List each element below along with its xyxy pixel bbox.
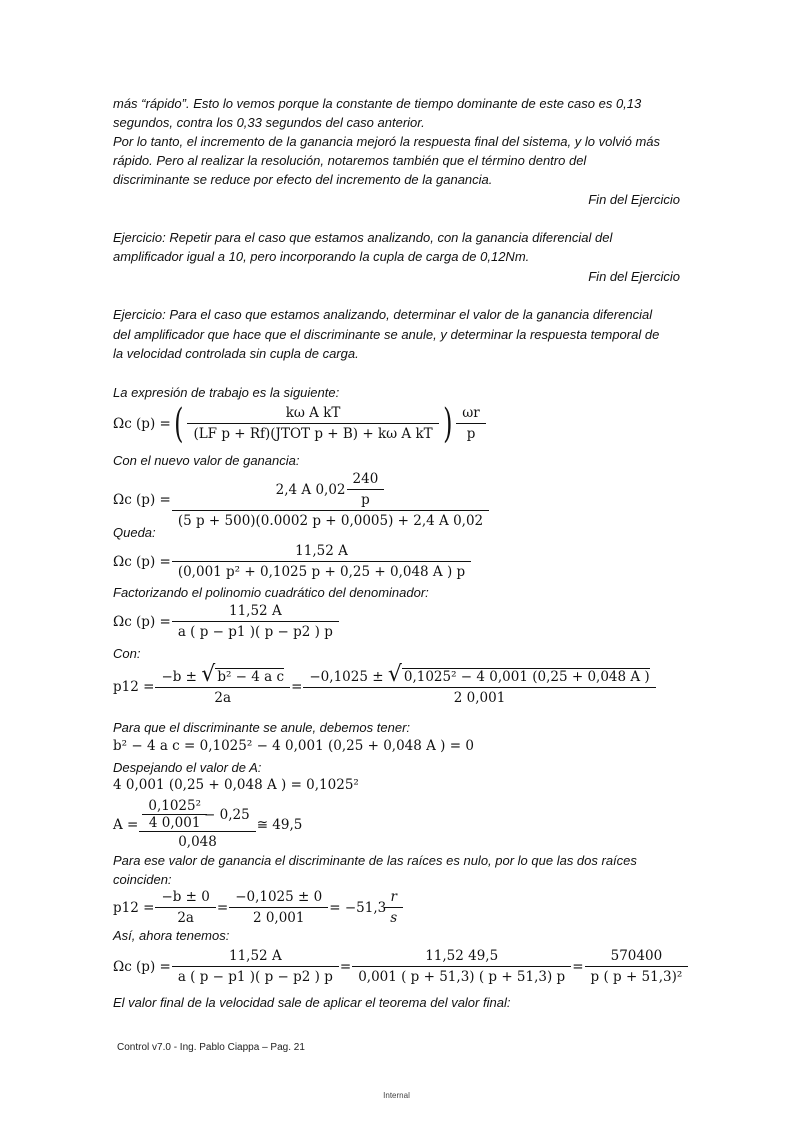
equation-5: [113, 662, 657, 708]
equation-10: [113, 946, 689, 987]
text-line: La expresión de trabajo es la siguiente:: [113, 385, 340, 400]
eq-lhs: Ωc (p) =: [113, 958, 171, 975]
equals: =: [291, 678, 303, 695]
paragraph-line: más “rápido”. Esto lo vemos porque la constante de tiempo dominante de este caso es 0,13: [113, 96, 642, 111]
text-line: Con:: [113, 646, 141, 661]
unit-fraction: [387, 887, 400, 928]
paragraph-line: rápido. Pero al realizar la resolución, notaremos también que el término dentro del: [113, 153, 587, 168]
text-line: Con el nuevo valor de ganancia:: [113, 453, 300, 468]
equation-8: [113, 798, 302, 852]
numerator: [273, 469, 389, 510]
numerator: r: [390, 889, 397, 905]
radicand: b² − 4 a c: [217, 669, 285, 685]
equals: =: [339, 958, 352, 975]
denominator: p: [456, 423, 485, 444]
sqrt-icon: √: [387, 662, 402, 687]
fraction: [142, 798, 252, 852]
denominator: (0,001 p² + 0,1025 p + 0,25 + 0,048 A ) p: [172, 561, 471, 582]
eq-lhs: p12 =: [113, 899, 155, 916]
end-of-exercise: Fin del Ejercicio: [588, 192, 680, 207]
denominator: 2a: [155, 907, 215, 928]
numerator: [306, 662, 652, 687]
denominator: (5 p + 500)(0.0002 p + 0,0005) + 2,4 A 0,02: [172, 510, 489, 531]
numerator: 11,52 A: [295, 543, 348, 559]
fraction: [355, 946, 568, 987]
denominator: p ( p + 51,3)²: [585, 966, 689, 987]
numerator: [158, 662, 287, 687]
numerator: 11,52 A: [229, 603, 282, 619]
fraction: [350, 469, 382, 510]
denominator: 2 0,001: [303, 687, 655, 708]
fraction: [175, 946, 336, 987]
denominator: (LF p + Rf)(JTOT p + B) + kω A kT: [187, 423, 438, 444]
equation-6: [113, 738, 474, 754]
fraction: [175, 469, 486, 531]
text-line: Para que el discriminante se anule, debemos tener:: [113, 720, 411, 735]
numerator-text: − 0,25: [204, 806, 250, 823]
denominator: 2 0,001: [229, 907, 328, 928]
text-line: Así, ahora tenemos:: [113, 928, 230, 943]
denominator: p: [347, 489, 385, 510]
paragraph-line: discriminante se reduce por efecto del incremento de la ganancia.: [113, 172, 493, 187]
numerator: 570400: [610, 948, 663, 964]
eq-lhs: Ωc (p) =: [113, 553, 171, 570]
equation-text: b² − 4 a c = 0,1025² − 4 0,001 (0,25 + 0,048 A ) = 0: [113, 738, 474, 754]
numerator-text: −b ±: [161, 669, 202, 685]
fraction: [175, 541, 468, 582]
exercise-statement: amplificador igual a 10, pero incorporando la cupla de carga de 0,12Nm.: [113, 249, 530, 264]
equals: =: [572, 958, 584, 975]
end-of-exercise: Fin del Ejercicio: [588, 269, 680, 284]
eq-rhs: = −51,3: [329, 899, 387, 916]
text-line: coinciden:: [113, 872, 172, 887]
numerator-text: 2,4 A 0,02: [275, 481, 346, 498]
numerator: 240: [352, 471, 379, 487]
equation-2: [113, 469, 490, 531]
numerator: [142, 798, 252, 831]
numerator-text: −0,1025 ±: [309, 669, 388, 685]
exercise-statement: Ejercicio: Repetir para el caso que estamos analizando, con la ganancia diferencial del: [113, 230, 613, 245]
fraction: [158, 662, 287, 708]
text-line: El valor final de la velocidad sale de aplicar el teorema del valor final:: [113, 995, 511, 1010]
fraction: [175, 601, 336, 642]
page-footer: Control v7.0 - Ing. Pablo Ciappa – Pag. 21: [117, 1042, 305, 1053]
radicand: 0,1025² − 4 0,001 (0,25 + 0,048 A ): [403, 669, 650, 685]
fraction: [232, 887, 325, 928]
fraction: [145, 798, 204, 831]
eq-lhs: p12 =: [113, 678, 155, 695]
text-line: Factorizando el polinomio cuadrático del denominador:: [113, 585, 429, 600]
denominator: 2a: [155, 687, 290, 708]
exercise-statement: Ejercicio: Para el caso que estamos analizando, determinar el valor de la ganancia diferencial: [113, 307, 653, 322]
denominator: 0,048: [139, 831, 255, 852]
eq-lhs: Ωc (p) =: [113, 613, 171, 630]
eq-lhs: Ωc (p) =: [113, 492, 171, 508]
numerator: 11,52 49,5: [425, 948, 499, 964]
paragraph-line: segundos, contra los 0,33 segundos del caso anterior.: [113, 115, 425, 130]
text-line: Despejando el valor de A:: [113, 760, 262, 775]
exercise-statement: la velocidad controlada sin cupla de carga.: [113, 346, 359, 361]
exercise-statement: del amplificador que hace que el discriminante se anule, y determinar la respuesta temporal de: [113, 327, 660, 342]
equation-1: [113, 400, 487, 447]
numerator: ωr: [462, 405, 480, 421]
paren: (: [173, 400, 184, 447]
eq-rhs: ≅ 49,5: [256, 817, 303, 833]
numerator: −0,1025 ± 0: [235, 889, 323, 905]
classification-label: Internal: [383, 1091, 410, 1100]
fraction: [588, 946, 686, 987]
fraction: [306, 662, 652, 708]
paragraph-line: Por lo tanto, el incremento de la ganancia mejoró la respuesta final del sistema, y lo volvió más: [113, 134, 661, 149]
sqrt-icon: √: [201, 662, 216, 687]
denominator: 0,001 ( p + 51,3) ( p + 51,3) p: [352, 966, 571, 987]
fraction: [190, 403, 435, 444]
numerator: 11,52 A: [229, 948, 282, 964]
numerator: −b ± 0: [161, 889, 210, 905]
denominator: s: [384, 907, 403, 928]
paren: ): [442, 400, 453, 447]
denominator: a ( p − p1 )( p − p2 ) p: [172, 966, 339, 987]
text-line: Para ese valor de ganancia el discriminante de las raíces es nulo, por lo que las dos raíces: [113, 853, 637, 868]
fraction: [158, 887, 212, 928]
equation-text: 4 0,001 (0,25 + 0,048 A ) = 0,1025²: [113, 777, 359, 793]
equation-3: [113, 541, 472, 582]
text-line: Queda:: [113, 525, 156, 540]
denominator: a ( p − p1 )( p − p2 ) p: [172, 621, 339, 642]
fraction: [459, 403, 482, 444]
equation-9: [113, 887, 404, 928]
equals: =: [216, 899, 229, 916]
eq-lhs: A =: [113, 817, 139, 833]
numerator: kω A kT: [285, 405, 341, 421]
equation-7: [113, 777, 359, 793]
numerator: 0,1025²: [148, 798, 202, 814]
equation-4: [113, 601, 340, 642]
eq-lhs: Ωc (p) =: [113, 415, 171, 432]
denominator: 4 0,001: [142, 814, 207, 831]
